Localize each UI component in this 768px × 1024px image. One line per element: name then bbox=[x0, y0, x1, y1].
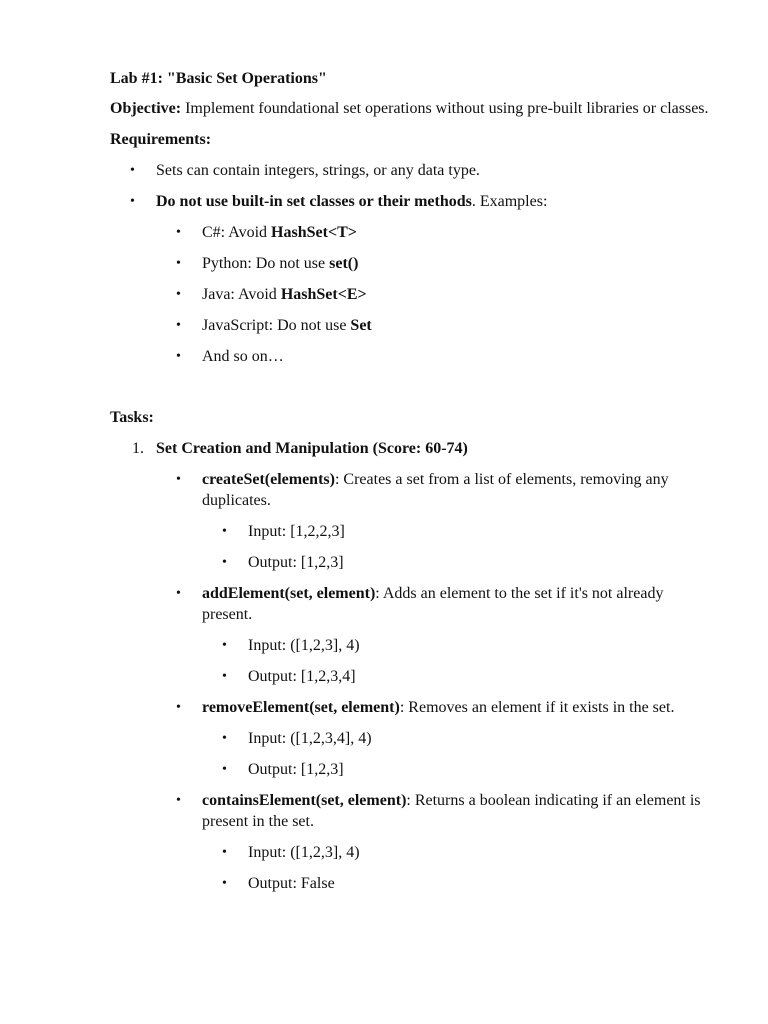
example-item: • Python: Do not use set() bbox=[156, 253, 710, 274]
function-description: : Returns a boolean indicating if an element is present in the set. bbox=[202, 792, 701, 830]
requirement-item: • Sets can contain integers, strings, or any data type. bbox=[110, 160, 710, 181]
io-input: • Input: ([1,2,3,4], 4) bbox=[202, 728, 710, 749]
io-output: • Output: False bbox=[202, 873, 710, 894]
function-name: addElement(set, element) bbox=[202, 585, 376, 602]
function-description: : Creates a set from a list of elements, removing any duplicates. bbox=[202, 471, 669, 509]
function-description: : Adds an element to the set if it's not already present. bbox=[202, 585, 664, 623]
io-output: • Output: [1,2,3] bbox=[202, 759, 710, 780]
io-list bbox=[202, 728, 710, 780]
requirements-list bbox=[110, 160, 710, 367]
io-list bbox=[202, 635, 710, 687]
function-list bbox=[156, 469, 710, 894]
lab-title: Lab #1: "Basic Set Operations" bbox=[110, 70, 327, 87]
example-item: • And so on… bbox=[156, 346, 710, 367]
document-page bbox=[110, 68, 710, 904]
requirements-heading: Requirements: bbox=[110, 131, 212, 148]
function-item bbox=[156, 790, 710, 894]
function-item bbox=[156, 697, 710, 780]
function-name: removeElement(set, element) bbox=[202, 699, 400, 716]
objective-text: Implement foundational set operations without using pre-built libraries or classes. bbox=[181, 100, 709, 117]
io-list bbox=[202, 842, 710, 894]
io-output: • Output: [1,2,3] bbox=[202, 552, 710, 573]
examples-list bbox=[156, 222, 710, 367]
requirement-item: • Do not use built-in set classes or their methods. Examples: • C#: Avoid HashSet<T> • Python: Do not use set() • Java: Avoid HashSet<E> • JavaScript: Do not use Set • And so on… bbox=[110, 191, 710, 367]
objective-paragraph bbox=[110, 98, 710, 119]
io-list bbox=[202, 521, 710, 573]
example-item: • C#: Avoid HashSet<T> bbox=[156, 222, 710, 243]
objective-label: Objective: bbox=[110, 100, 182, 117]
io-output: • Output: [1,2,3,4] bbox=[202, 666, 710, 687]
task-item bbox=[110, 438, 710, 894]
example-item: • JavaScript: Do not use Set bbox=[156, 315, 710, 336]
io-input: • Input: ([1,2,3], 4) bbox=[202, 842, 710, 863]
requirement-bold: Do not use built-in set classes or their methods bbox=[156, 193, 472, 210]
tasks-heading: Tasks: bbox=[110, 409, 154, 426]
function-name: containsElement(set, element) bbox=[202, 792, 407, 809]
function-item bbox=[156, 583, 710, 687]
task-title: Set Creation and Manipulation (Score: 60-74) bbox=[156, 440, 468, 457]
io-input: • Input: ([1,2,3], 4) bbox=[202, 635, 710, 656]
function-item bbox=[156, 469, 710, 573]
example-item: • Java: Avoid HashSet<E> bbox=[156, 284, 710, 305]
io-input: • Input: [1,2,2,3] bbox=[202, 521, 710, 542]
task-number: 1. bbox=[132, 440, 144, 457]
function-description: : Removes an element if it exists in the set. bbox=[399, 699, 675, 716]
function-name: createSet(elements) bbox=[202, 471, 335, 488]
